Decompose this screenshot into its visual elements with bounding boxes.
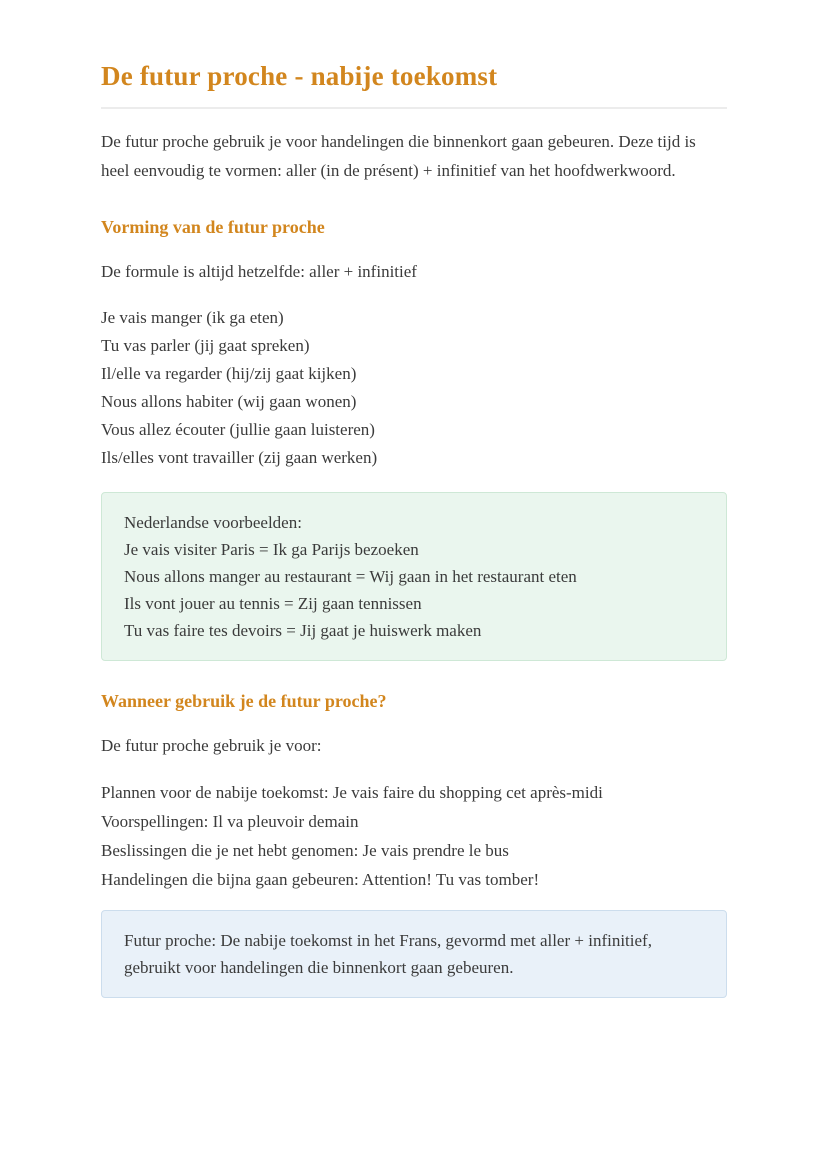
examples-callout-box [101,492,727,661]
summary-callout-box [101,910,727,998]
usage-line: Voorspellingen: Il va pleuvoir demain [101,812,359,831]
formula-paragraph: De formule is altijd hetzelfde: aller + infinitief [101,262,417,281]
section-heading-gebruik: Wanneer gebruik je de futur proche? [101,691,387,711]
usage-line: Beslissingen die je net hebt genomen: Je vais prendre le bus [101,841,509,860]
conjugation-line: Je vais manger (ik ga eten) [101,308,284,327]
conjugation-list [101,304,727,472]
example-line: Ils vont jouer au tennis = Zij gaan tennissen [124,594,422,613]
section-heading-vorming: Vorming van de futur proche [101,217,325,237]
conjugation-line: Tu vas parler (jij gaat spreken) [101,336,310,355]
summary-text: Futur proche: De nabije toekomst in het Frans, gevormd met aller + infinitief, gebruikt voor handelingen die binnenkort gaan gebeuren. [124,931,652,977]
usage-line: Handelingen die bijna gaan gebeuren: Attention! Tu vas tomber! [101,870,540,889]
usage-line: Plannen voor de nabije toekomst: Je vais faire du shopping cet après-midi [101,783,603,802]
conjugation-line: Il/elle va regarder (hij/zij gaat kijken) [101,364,357,383]
intro-paragraph: De futur proche gebruik je voor handelingen die binnenkort gaan gebeuren. Deze tijd is heel eenvoudig te vormen: aller (in de présent) + infinitief van het hoofdwerkwoord. [101,132,696,180]
example-line: Nous allons manger au restaurant = Wij gaan in het restaurant eten [124,567,577,586]
examples-box-label: Nederlandse voorbeelden: [124,513,302,532]
example-line: Tu vas faire tes devoirs = Jij gaat je huiswerk maken [124,621,482,640]
page-title: De futur proche - nabije toekomst [101,61,498,91]
conjugation-line: Nous allons habiter (wij gaan wonen) [101,392,357,411]
conjugation-line: Vous allez écouter (jullie gaan luisteren) [101,420,375,439]
example-line: Je vais visiter Paris = Ik ga Parijs bezoeken [124,540,419,559]
title-divider [101,107,727,109]
usage-lead-paragraph: De futur proche gebruik je voor: [101,736,322,755]
usage-list [101,778,727,894]
conjugation-line: Ils/elles vont travailler (zij gaan werken) [101,448,378,467]
